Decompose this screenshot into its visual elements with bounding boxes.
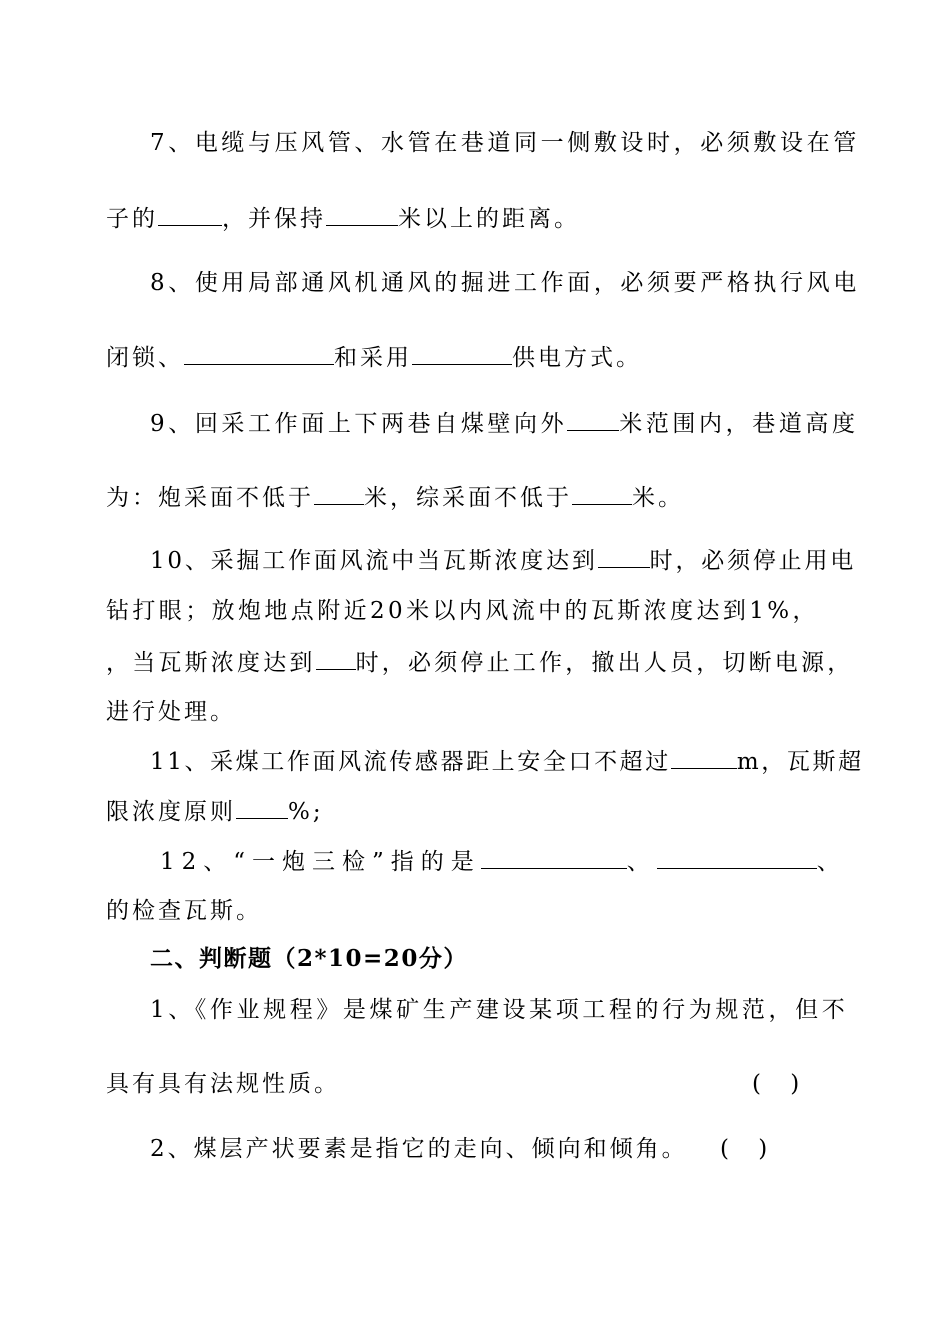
q8-text-a: 闭锁、 bbox=[106, 345, 184, 371]
answer-parentheses: ( ) bbox=[720, 1136, 768, 1162]
q9-text-a: 9、回采工作面上下两巷自煤壁向外 bbox=[150, 411, 568, 437]
fill-blank bbox=[572, 482, 632, 505]
q9-line2 bbox=[106, 482, 684, 513]
q8-text-b: 和采用 bbox=[334, 345, 412, 371]
answer-parentheses: ( ) bbox=[752, 1071, 800, 1097]
q12-text-a: 12、“一炮三检”指的是 bbox=[160, 849, 481, 875]
q8-text-c: 供电方式。 bbox=[512, 345, 642, 371]
q9-text-d: 米，综采面不低于 bbox=[364, 485, 572, 511]
q9-text-c: 为：炮采面不低于 bbox=[106, 485, 314, 511]
q9-text-e: 米。 bbox=[632, 485, 684, 511]
q8-line2 bbox=[106, 342, 642, 373]
q11-text-b: m，瓦斯超 bbox=[736, 749, 864, 775]
fill-blank bbox=[412, 342, 512, 365]
q10-text-c: ，当瓦斯浓度达到 bbox=[106, 650, 316, 676]
q11-text-a: 11、采煤工作面风流传感器距上安全口不超过 bbox=[150, 749, 671, 775]
judge-q1-line1: 1、《作业规程》是煤矿生产建设某项工程的行为规范，但不 bbox=[150, 997, 849, 1023]
q7-text-c: 米以上的距离。 bbox=[398, 206, 580, 232]
q7-line2 bbox=[106, 203, 580, 234]
fill-blank bbox=[236, 796, 288, 819]
q11-text-d: %; bbox=[288, 799, 324, 825]
fill-blank bbox=[598, 545, 650, 568]
q11-text-c: 限浓度原则 bbox=[106, 799, 236, 825]
fill-blank bbox=[184, 342, 334, 365]
judge-q2-line: 2、煤层产状要素是指它的走向、倾向和倾角。 bbox=[150, 1136, 688, 1162]
q10-text-d: 时，必须停止工作，撤出人员，切断电源， bbox=[355, 650, 854, 676]
section-heading: 二、判断题（2*10=20分） bbox=[150, 945, 468, 972]
q9-line1 bbox=[150, 408, 859, 439]
q7-text-b: ，并保持 bbox=[222, 206, 326, 232]
fill-blank bbox=[671, 746, 737, 769]
q9-text-b: 米范围内，巷道高度 bbox=[619, 411, 859, 437]
q12-text-c: 、 bbox=[816, 849, 847, 875]
fill-blank bbox=[314, 482, 364, 505]
q10-line3 bbox=[106, 647, 853, 678]
q12-line2: 的检查瓦斯。 bbox=[106, 898, 262, 924]
q7-line1: 7、电缆与压风管、水管在巷道同一侧敷设时，必须敷设在管 bbox=[150, 130, 860, 156]
q10-line2: 钻打眼；放炮地点附近20米以内风流中的瓦斯浓度达到1%， bbox=[106, 598, 819, 624]
q12-text-b: 、 bbox=[626, 849, 657, 875]
fill-blank bbox=[657, 846, 817, 869]
q10-line4: 进行处理。 bbox=[106, 699, 236, 725]
q10-line1 bbox=[150, 545, 856, 576]
q10-text-b: 时，必须停止用电 bbox=[649, 548, 857, 574]
q10-text-a: 10、采掘工作面风流中当瓦斯浓度达到 bbox=[150, 548, 598, 574]
fill-blank bbox=[567, 408, 619, 431]
q11-line2 bbox=[106, 796, 324, 827]
q11-line1 bbox=[150, 746, 864, 777]
fill-blank bbox=[481, 846, 627, 869]
fill-blank bbox=[158, 203, 222, 226]
fill-blank bbox=[316, 647, 356, 670]
q8-line1: 8、使用局部通风机通风的掘进工作面，必须要严格执行风电 bbox=[150, 270, 860, 296]
fill-blank bbox=[326, 203, 398, 226]
q12-line1 bbox=[160, 846, 847, 877]
judge-q1-line2: 具有具有法规性质。 bbox=[106, 1071, 340, 1097]
q7-text-a: 子的 bbox=[106, 206, 158, 232]
